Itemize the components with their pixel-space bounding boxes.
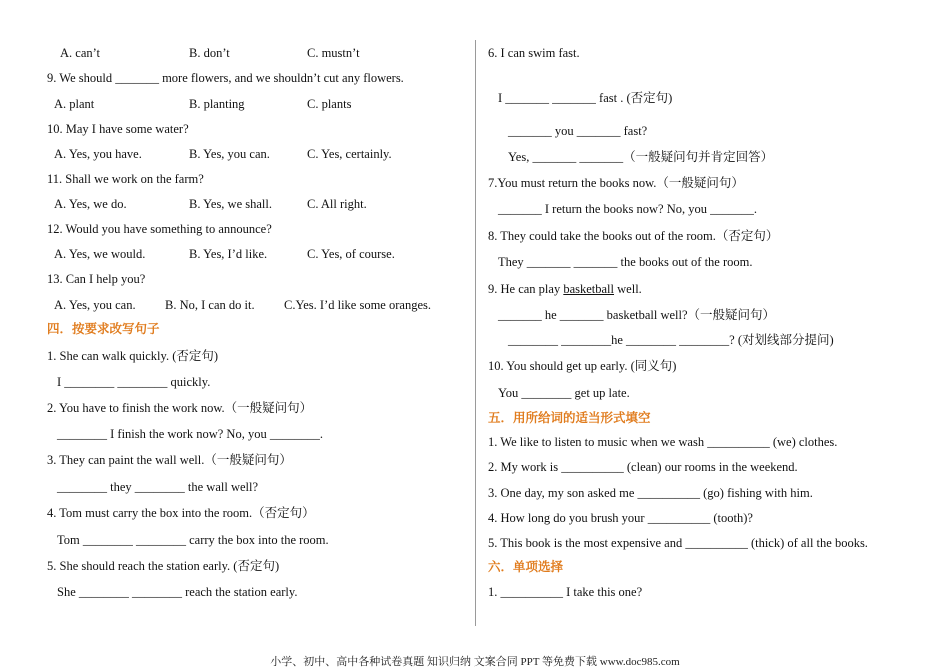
- question-12: 12. Would you have something to announce?: [47, 222, 272, 236]
- q9-option-a: A. plant: [54, 97, 95, 111]
- q11-option-b: B. Yes, we shall.: [189, 197, 272, 211]
- s4-question-9-pre: 9. He can play: [488, 282, 564, 296]
- q10-option-a: A. Yes, you have.: [54, 147, 142, 161]
- q8-option-b: B. don’t: [189, 46, 230, 60]
- question-13: 13. Can I help you?: [47, 272, 146, 286]
- q11-option-c: C. All right.: [307, 197, 367, 211]
- s5-question-1: 1. We like to listen to music when we wash __________ (we) clothes.: [488, 435, 838, 449]
- q11-option-a: A. Yes, we do.: [54, 197, 127, 211]
- s4-question-1: 1. She can walk quickly. (否定句): [47, 349, 219, 363]
- s4-answer-8: They _______ _______ the books out of the room.: [498, 255, 753, 269]
- s4-answer-6a: I _______ _______ fast . (否定句): [498, 91, 673, 105]
- s4-answer-2: ________ I finish the work now? No, you ________.: [57, 427, 323, 441]
- q8-option-a: A. can’t: [60, 46, 101, 60]
- q13-option-b: B. No, I can do it.: [165, 298, 255, 312]
- section-4-title: 四．按要求改写句子: [47, 321, 160, 336]
- s4-question-3: 3. They can paint the wall well.（一般疑问句）: [47, 453, 292, 467]
- s4-answer-1: I ________ ________ quickly.: [57, 375, 211, 389]
- q12-option-c: C. Yes, of course.: [307, 247, 395, 261]
- section-6-title: 六．单项选择: [488, 559, 564, 574]
- s5-question-2: 2. My work is __________ (clean) our rooms in the weekend.: [488, 460, 798, 474]
- q13-option-c: C.Yes. I’d like some oranges.: [284, 298, 431, 312]
- question-11: 11. Shall we work on the farm?: [47, 172, 204, 186]
- s5-question-3: 3. One day, my son asked me __________ (go) fishing with him.: [488, 486, 813, 500]
- s4-question-2: 2. You have to finish the work now.（一般疑问句）: [47, 401, 313, 415]
- q10-option-c: C. Yes, certainly.: [307, 147, 392, 161]
- s4-question-4: 4. Tom must carry the box into the room.（否定句）: [47, 506, 315, 520]
- q10-option-b: B. Yes, you can.: [189, 147, 270, 161]
- page-footer: 小学、初中、高中各种试卷真题 知识归纳 文案合同 PPT 等免费下载 www.doc985.com: [270, 656, 680, 668]
- s4-answer-7: _______ I return the books now? No, you _______.: [498, 202, 757, 216]
- s5-question-5: 5. This book is the most expensive and __________ (thick) of all the books.: [488, 536, 868, 550]
- s4-question-8: 8. They could take the books out of the room.（否定句）: [488, 229, 779, 243]
- s4-question-7: 7.You must return the books now.（一般疑问句）: [488, 176, 744, 190]
- s4-question-6: 6. I can swim fast.: [488, 46, 580, 60]
- s6-question-1: 1. __________ I take this one?: [488, 585, 643, 599]
- s4-question-10: 10. You should get up early. (同义句): [488, 359, 677, 373]
- q13-option-a: A. Yes, you can.: [54, 298, 136, 312]
- s4-answer-9a: _______ he _______ basketball well?（一般疑问句）: [498, 308, 776, 322]
- q8-option-c: C. mustn’t: [307, 46, 360, 60]
- question-9: 9. We should _______ more flowers, and we shouldn’t cut any flowers.: [47, 71, 404, 85]
- s4-answer-10: You ________ get up late.: [498, 386, 630, 400]
- s4-answer-6b: _______ you _______ fast?: [508, 124, 648, 138]
- q9-option-c: C. plants: [307, 97, 352, 111]
- s4-question-9-underlined: basketball: [563, 282, 615, 296]
- question-10: 10. May I have some water?: [47, 122, 189, 136]
- q12-option-b: B. Yes, I’d like.: [189, 247, 268, 261]
- s4-answer-6c: Yes, _______ _______（一般疑问句并肯定回答）: [508, 150, 774, 164]
- s4-question-9-post: well.: [614, 282, 642, 296]
- q12-option-a: A. Yes, we would.: [54, 247, 146, 261]
- column-divider: [475, 40, 476, 626]
- s4-answer-3: ________ they ________ the wall well?: [57, 480, 259, 494]
- s5-question-4: 4. How long do you brush your __________ (tooth)?: [488, 511, 753, 525]
- q9-option-b: B. planting: [189, 97, 245, 111]
- s4-answer-4: Tom ________ ________ carry the box into the room.: [57, 533, 329, 547]
- s4-question-9: [488, 281, 642, 297]
- s4-answer-9b: ________ ________he ________ ________? (对划线部分提问): [508, 333, 834, 347]
- s4-answer-5: She ________ ________ reach the station early.: [57, 585, 298, 599]
- section-5-title: 五．用所给词的适当形式填空: [488, 410, 651, 425]
- s4-question-5: 5. She should reach the station early. (否定句): [47, 559, 280, 573]
